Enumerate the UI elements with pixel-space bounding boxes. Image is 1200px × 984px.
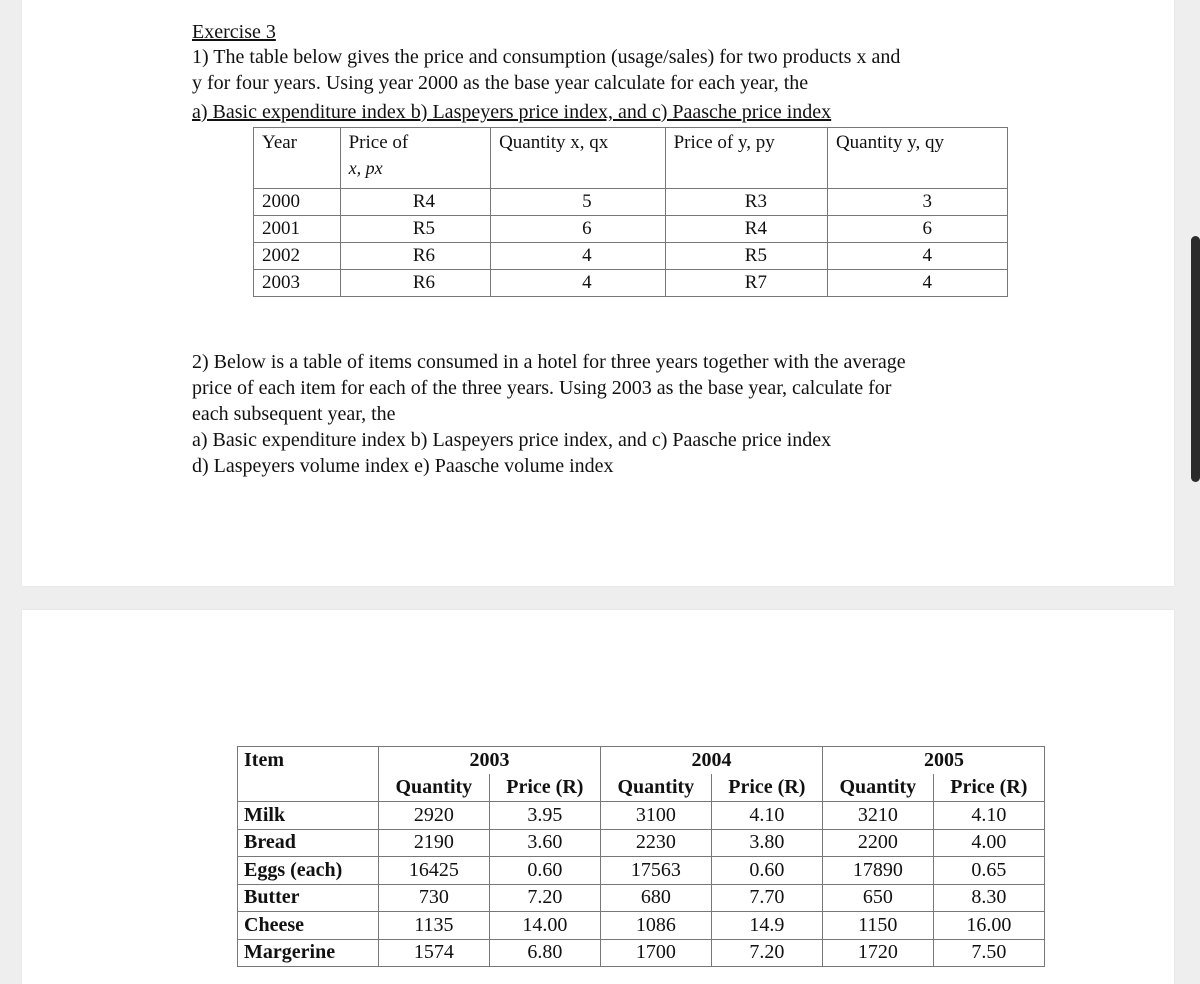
- cell: 2003: [254, 270, 341, 297]
- table-row: [238, 884, 1045, 912]
- cell: 3.80: [711, 829, 822, 857]
- table-year-row: [238, 747, 1045, 775]
- cell: 1135: [379, 912, 490, 940]
- cell: 3100: [600, 802, 711, 830]
- cell: 1720: [822, 939, 933, 967]
- item-name: Margerine: [238, 939, 379, 967]
- cell: 0.60: [711, 857, 822, 885]
- cell: 3.60: [489, 829, 600, 857]
- cell: 3.95: [489, 802, 600, 830]
- header-price: Price (R): [489, 774, 600, 802]
- cell: 1086: [600, 912, 711, 940]
- cell: 1700: [600, 939, 711, 967]
- exercise-title: Exercise 3: [192, 21, 276, 43]
- q1-line-1: 1) The table below gives the price and consumption (usage/sales) for two products x and: [192, 46, 901, 68]
- cell: 6: [827, 216, 1007, 243]
- table-row: [238, 802, 1045, 830]
- q2-line-5: d) Laspeyers volume index e) Paasche volume index: [192, 455, 614, 477]
- header-empty: [665, 158, 827, 189]
- cell: 7.50: [933, 939, 1044, 967]
- cell: R7: [665, 270, 827, 297]
- cell: 7.20: [489, 884, 600, 912]
- cell: 2200: [822, 829, 933, 857]
- cell: R4: [665, 216, 827, 243]
- cell: 16.00: [933, 912, 1044, 940]
- vertical-scrollbar-thumb[interactable]: [1191, 236, 1200, 482]
- cell: 14.9: [711, 912, 822, 940]
- cell: 7.20: [711, 939, 822, 967]
- cell: 2002: [254, 243, 341, 270]
- table-header-row-2: [254, 158, 1008, 189]
- cell: R5: [665, 243, 827, 270]
- header-empty: [254, 158, 341, 189]
- cell: 17563: [600, 857, 711, 885]
- q2-line-3: each subsequent year, the: [192, 403, 396, 425]
- cell: 2000: [254, 189, 341, 216]
- cell: 4.10: [933, 802, 1044, 830]
- q2-line-1: 2) Below is a table of items consumed in a hotel for three years together with the average: [192, 351, 906, 373]
- header-year: Year: [254, 128, 341, 159]
- item-name: Cheese: [238, 912, 379, 940]
- cell: 2190: [379, 829, 490, 857]
- header-quantity: Quantity: [379, 774, 490, 802]
- q2-line-2: price of each item for each of the three years. Using 2003 as the base year, calculate for: [192, 377, 892, 399]
- cell: 2920: [379, 802, 490, 830]
- cell: 5: [491, 189, 666, 216]
- hotel-items-table: [237, 746, 1045, 967]
- header-empty: [491, 158, 666, 189]
- cell: 3: [827, 189, 1007, 216]
- cell: R6: [340, 270, 490, 297]
- table-row: [238, 829, 1045, 857]
- header-empty: [238, 774, 379, 802]
- table-row: [254, 216, 1008, 243]
- cell: R5: [340, 216, 490, 243]
- cell: 16425: [379, 857, 490, 885]
- table-subheader-row: [238, 774, 1045, 802]
- cell: 1150: [822, 912, 933, 940]
- cell: 8.30: [933, 884, 1044, 912]
- q2-line-4: a) Basic expenditure index b) Laspeyers price index, and c) Paasche price index: [192, 429, 832, 451]
- table-row: [254, 243, 1008, 270]
- item-name: Butter: [238, 884, 379, 912]
- cell: 0.65: [933, 857, 1044, 885]
- table-row: [254, 189, 1008, 216]
- item-name: Bread: [238, 829, 379, 857]
- header-year-2005: 2005: [822, 747, 1044, 775]
- cell: 4: [827, 243, 1007, 270]
- header-price: Price (R): [711, 774, 822, 802]
- cell: R6: [340, 243, 490, 270]
- cell: 680: [600, 884, 711, 912]
- price-quantity-table: [253, 127, 1008, 297]
- cell: 0.60: [489, 857, 600, 885]
- header-item: Item: [238, 747, 379, 775]
- cell: 1574: [379, 939, 490, 967]
- cell: 14.00: [489, 912, 600, 940]
- header-price-x-symbol: x, px: [340, 158, 490, 189]
- cell: 4: [827, 270, 1007, 297]
- cell: 4: [491, 270, 666, 297]
- cell: 17890: [822, 857, 933, 885]
- header-year-2003: 2003: [379, 747, 601, 775]
- cell: 3210: [822, 802, 933, 830]
- cell: 4: [491, 243, 666, 270]
- header-quantity: Quantity: [822, 774, 933, 802]
- header-empty: [827, 158, 1007, 189]
- cell: 7.70: [711, 884, 822, 912]
- table-row: [238, 912, 1045, 940]
- cell: 6: [491, 216, 666, 243]
- header-quantity: Quantity: [600, 774, 711, 802]
- table-header-row: [254, 128, 1008, 159]
- header-year-2004: 2004: [600, 747, 822, 775]
- table-row: [238, 939, 1045, 967]
- cell: 6.80: [489, 939, 600, 967]
- q1-line-3: a) Basic expenditure index b) Laspeyers price index, and c) Paasche price index: [192, 101, 832, 123]
- header-price-x: Price of: [340, 128, 490, 159]
- cell: R4: [340, 189, 490, 216]
- table-row: [238, 857, 1045, 885]
- table-row: [254, 270, 1008, 297]
- header-quantity-y: Quantity y, qy: [827, 128, 1007, 159]
- cell: 2001: [254, 216, 341, 243]
- cell: R3: [665, 189, 827, 216]
- header-price-y: Price of y, py: [665, 128, 827, 159]
- cell: 730: [379, 884, 490, 912]
- cell: 2230: [600, 829, 711, 857]
- item-name: Milk: [238, 802, 379, 830]
- item-name: Eggs (each): [238, 857, 379, 885]
- q1-line-2: y for four years. Using year 2000 as the base year calculate for each year, the: [192, 72, 809, 94]
- header-price: Price (R): [933, 774, 1044, 802]
- cell: 650: [822, 884, 933, 912]
- cell: 4.00: [933, 829, 1044, 857]
- cell: 4.10: [711, 802, 822, 830]
- header-quantity-x: Quantity x, qx: [491, 128, 666, 159]
